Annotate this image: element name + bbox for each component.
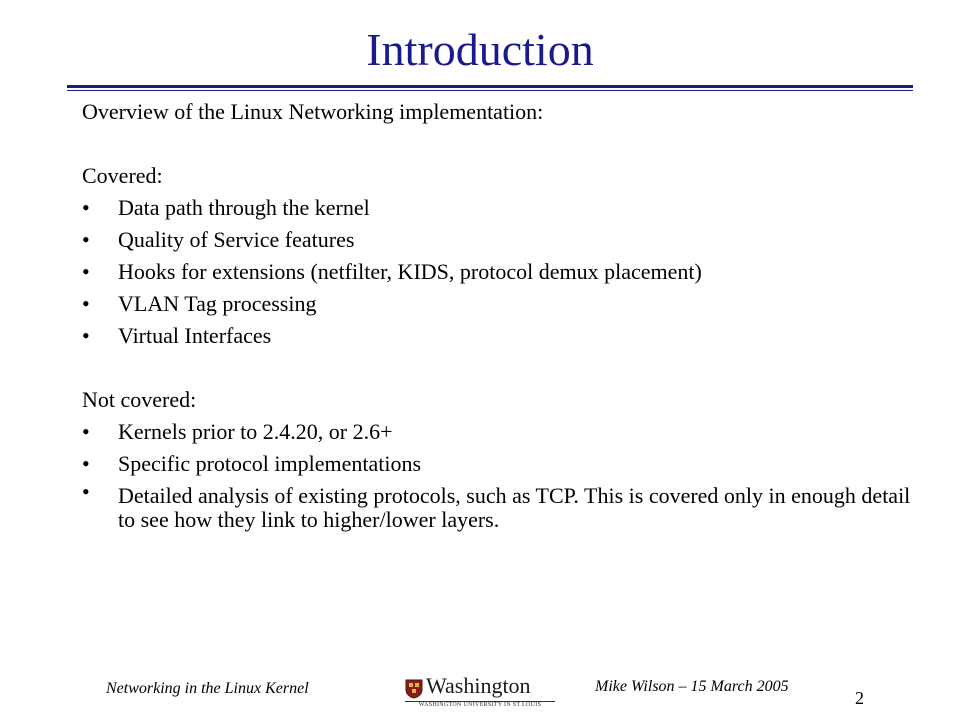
shield-icon [405, 679, 423, 699]
list-item [82, 192, 922, 224]
slide-title: Introduction [366, 24, 594, 75]
list-item [82, 224, 922, 256]
bullet-icon: • [82, 323, 90, 348]
bullet-icon: • [82, 479, 90, 504]
list-item [82, 480, 922, 532]
bullet-icon: • [82, 419, 90, 444]
footer-course-title: Networking in the Linux Kernel [106, 680, 309, 697]
not-covered-heading: Not covered: [82, 387, 197, 412]
bullet-icon: • [82, 259, 90, 284]
intro-text: Overview of the Linux Networking implementation: [82, 99, 544, 124]
title-rule-thick [67, 85, 913, 88]
list-item-text: Data path through the kernel [118, 195, 370, 220]
page-number: 2 [855, 688, 864, 708]
bullet-icon: • [82, 195, 90, 220]
list-item-text: Hooks for extensions (netfilter, KIDS, protocol demux placement) [118, 259, 702, 284]
list-item-text: Specific protocol implementations [118, 451, 422, 476]
bullet-icon: • [82, 291, 90, 316]
list-item-text: Kernels prior to 2.4.20, or 2.6+ [118, 419, 393, 444]
list-item [82, 288, 922, 320]
covered-list [82, 192, 922, 352]
title-rule-thin [67, 90, 913, 91]
list-item-text: Virtual Interfaces [118, 323, 272, 348]
list-item [82, 448, 922, 480]
bullet-icon: • [82, 227, 90, 252]
logo-wordmark: Washington [426, 673, 531, 698]
spacer [82, 128, 922, 160]
footer-author-date: Mike Wilson – 15 March 2005 [595, 678, 789, 695]
not-covered-list [82, 416, 922, 532]
bullet-icon: • [82, 451, 90, 476]
list-item-text: Quality of Service features [118, 227, 355, 252]
university-logo [405, 673, 555, 708]
covered-heading: Covered: [82, 163, 163, 188]
list-item-text: Detailed analysis of existing protocols, such as TCP. This is covered only in enough detail to see how they link to higher/lower layers. [118, 483, 911, 532]
list-item [82, 320, 922, 352]
logo-subtitle: WASHINGTON UNIVERSITY IN ST LOUIS [418, 702, 542, 708]
slide-body [82, 96, 922, 532]
spacer [82, 352, 922, 384]
list-item [82, 256, 922, 288]
list-item [82, 416, 922, 448]
list-item-text: VLAN Tag processing [118, 291, 317, 316]
